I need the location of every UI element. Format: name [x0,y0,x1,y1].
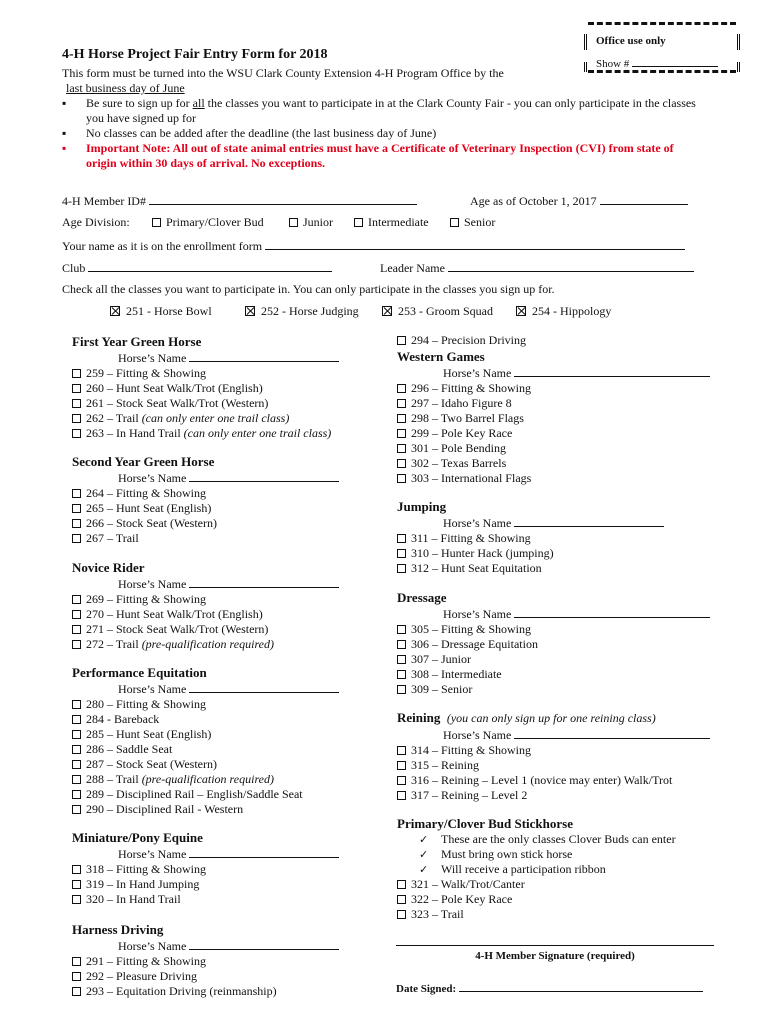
office-box-right-bar [737,34,740,50]
class-item[interactable] [397,743,710,758]
member-id-label: 4-H Member ID# [62,194,146,208]
class-item[interactable] [397,907,676,922]
section-title: Western Games [397,349,485,364]
age-division-label: Age Division: [62,215,130,229]
note-label: Will receive a participation ribbon [441,862,606,876]
horse-name-field[interactable] [189,938,339,950]
checkmark-icon: ✓ [419,863,429,876]
class-label: 319 – In Hand Jumping [86,877,200,891]
bullet-important-cont: origin within 30 days of arrival. No exceptions. [86,156,325,170]
horse-name-field[interactable] [189,576,339,588]
section-performance [72,664,339,817]
class-label: 266 – Stock Seat (Western) [86,516,218,530]
class-label: 264 – Fitting & Showing [86,486,207,500]
class-item[interactable] [397,788,710,803]
section-second-year [72,453,339,546]
club-row [62,260,332,276]
checkbox-icon[interactable] [397,414,406,423]
class-item[interactable] [72,592,339,607]
class-label: 251 - Horse Bowl [126,304,212,318]
class-label: 312 – Hunt Seat Equitation [411,561,542,575]
class-item[interactable] [72,697,339,712]
checkbox-icon[interactable] [397,776,406,785]
class-hippology[interactable] [516,304,611,319]
class-label: 265 – Hunt Seat (English) [86,501,212,515]
checkbox-icon[interactable] [72,987,81,996]
division-primary[interactable] [152,215,264,230]
section-miniature [72,829,339,907]
class-item[interactable] [397,561,664,576]
horse-name-row [118,846,339,862]
checkbox-icon[interactable] [72,640,81,649]
leader-field[interactable] [448,260,694,272]
checkbox-icon[interactable] [397,895,406,904]
horse-name-field[interactable] [189,846,339,858]
checkbox-icon[interactable] [397,549,406,558]
checkbox-icon[interactable] [72,504,81,513]
horse-name-field[interactable] [514,365,710,377]
class-item[interactable] [397,396,710,411]
class-item[interactable] [397,426,710,441]
section-title: Second Year Green Horse [72,454,215,469]
horse-name-row [118,681,339,697]
checkbox-icon[interactable] [72,715,81,724]
member-id-field[interactable] [149,193,417,205]
class-label: 293 – Equitation Driving (reinmanship) [86,984,277,998]
checkbox-icon[interactable] [397,640,406,649]
class-item[interactable] [72,712,339,727]
division-junior[interactable] [289,215,333,230]
section-title: Miniature/Pony Equine [72,830,203,845]
class-item[interactable] [72,426,339,441]
horse-name-row [118,470,339,486]
class-note: (pre-qualification required) [141,772,274,786]
class-item[interactable] [397,546,664,561]
class-item[interactable] [72,486,339,501]
office-use-title: Office use only [596,35,666,47]
form-title: 4-H Horse Project Fair Entry Form for 2018 [62,47,328,62]
class-label: 320 – In Hand Trail [86,892,181,906]
section-title: Harness Driving [72,922,164,937]
section-western-games [397,348,710,486]
signature-label: 4-H Member Signature (required) [475,950,635,962]
class-label: 297 – Idaho Figure 8 [411,396,512,410]
checkmark-icon: ✓ [419,848,429,861]
class-label: 292 – Pleasure Driving [86,969,197,983]
class-label: 294 – Precision Driving [411,333,526,347]
horse-name-label: Horse’s Name [443,728,512,742]
class-label: 314 – Fitting & Showing [411,743,532,757]
section-title: Dressage [397,590,447,605]
class-item[interactable] [397,773,710,788]
class-item[interactable] [72,607,339,622]
class-label: 263 – In Hand Trail [86,426,184,440]
checkbox-icon[interactable] [72,429,81,438]
class-label: 261 – Stock Seat Walk/Trot (Western) [86,396,269,410]
horse-name-field[interactable] [514,515,664,527]
class-item[interactable] [72,877,339,892]
horse-name-row [118,576,339,592]
horse-name-label: Horse’s Name [118,682,187,696]
bullet-important [62,141,674,156]
date-signed-row [396,980,703,995]
class-item[interactable] [72,396,339,411]
class-label: 318 – Fitting & Showing [86,862,207,876]
class-item[interactable] [72,892,339,907]
checkbox-icon[interactable] [72,399,81,408]
checkbox-icon[interactable] [72,730,81,739]
horse-name-field[interactable] [514,727,710,739]
enrollment-name-field[interactable] [265,238,685,250]
class-item[interactable] [397,381,710,396]
instructions-text: Check all the classes you want to participate in. You can only participate in the classes you sign up for. [62,282,555,296]
horse-name-label: Horse’s Name [118,577,187,591]
checkbox-icon[interactable] [72,775,81,784]
checkbox-icon[interactable] [72,760,81,769]
bullet-signup-text-b: the classes you want to participate in at the Clark County Fair - you can only participate in the classes [204,96,696,110]
checkbox-icon[interactable] [397,336,406,345]
horse-name-label: Horse’s Name [443,607,512,621]
checkbox-icon[interactable] [152,218,161,227]
class-label: 315 – Reining [411,758,479,772]
bullet-signup-all: all [192,96,205,110]
checkbox-icon[interactable] [72,384,81,393]
checkbox-icon[interactable] [397,791,406,800]
horse-name-label: Horse’s Name [118,351,187,365]
class-item[interactable] [72,862,339,877]
checkbox-icon[interactable] [72,595,81,604]
checkbox-icon[interactable] [72,957,81,966]
class-label: 316 – Reining – Level 1 (novice may enter) Walk/Trot [411,773,673,787]
horse-name-field[interactable] [189,350,339,362]
section-first-year [72,333,339,441]
class-label: 269 – Fitting & Showing [86,592,207,606]
class-item[interactable] [397,622,710,637]
division-intermediate[interactable] [354,215,429,230]
checkbox-icon[interactable] [72,895,81,904]
horse-name-row [443,727,710,743]
class-item[interactable] [72,757,339,772]
checkbox-icon[interactable] [72,369,81,378]
section-jumping [397,498,664,576]
class-item[interactable] [397,667,710,682]
checkbox-icon[interactable] [72,625,81,634]
class-label: 260 – Hunt Seat Walk/Trot (English) [86,381,263,395]
checkmark-icon: ✓ [419,833,429,846]
section-title: Jumping [397,499,447,514]
checkbox-icon[interactable] [72,489,81,498]
class-label: 310 – Hunter Hack (jumping) [411,546,554,560]
division-label: Junior [303,215,333,229]
class-item[interactable] [72,969,339,984]
section-precision-driving [397,333,526,348]
checkbox-icon[interactable] [397,746,406,755]
class-item[interactable] [397,892,676,907]
checked-box-icon[interactable] [110,306,120,316]
class-item[interactable] [72,501,339,516]
bullet-deadline [62,126,436,141]
class-label: 272 – Trail [86,637,142,651]
class-horse-judging[interactable] [245,304,359,319]
class-label: 317 – Reining – Level 2 [411,788,528,802]
horse-name-label: Horse’s Name [118,471,187,485]
class-label: 252 - Horse Judging [261,304,359,318]
class-item[interactable] [72,516,339,531]
class-label: 322 – Pole Key Race [411,892,513,906]
horse-name-row [443,365,710,381]
class-note: (can only enter one trail class) [141,411,290,425]
club-label: Club [62,261,86,275]
section-title: Performance Equitation [72,665,207,680]
class-label: 270 – Hunt Seat Walk/Trot (English) [86,607,263,621]
signature-field[interactable] [396,945,714,962]
class-label: 307 – Junior [411,652,471,666]
class-item[interactable] [72,637,339,652]
checkbox-icon[interactable] [397,761,406,770]
checkbox-icon[interactable] [397,880,406,889]
class-label: 321 – Walk/Trot/Canter [411,877,525,891]
class-item[interactable] [72,366,339,381]
checkbox-icon[interactable] [397,670,406,679]
section-title: Primary/Clover Bud Stickhorse [397,816,573,831]
checkbox-icon[interactable] [354,218,363,227]
class-item[interactable] [72,772,339,787]
class-label: 305 – Fitting & Showing [411,622,532,636]
class-item[interactable] [397,758,710,773]
section-title-row [397,709,710,727]
class-label: 280 – Fitting & Showing [86,697,207,711]
checked-box-icon[interactable] [516,306,526,316]
leader-label: Leader Name [380,261,445,275]
section-title: First Year Green Horse [72,334,202,349]
class-item[interactable] [397,456,710,471]
class-item[interactable] [72,622,339,637]
age-label: Age as of October 1, 2017 [470,194,597,208]
class-label: 262 – Trail [86,411,142,425]
checkbox-icon[interactable] [397,910,406,919]
checkbox-icon[interactable] [397,429,406,438]
class-item[interactable] [72,411,339,426]
member-id-row [62,193,417,209]
intro-text: This form must be turned into the WSU Clark County Extension 4-H Program Office by the [62,66,504,80]
class-note: (pre-qualification required) [141,637,274,651]
checked-box-icon[interactable] [245,306,255,316]
office-box-right-bar-lower [737,62,740,72]
class-label: 290 – Disciplined Rail - Western [86,802,244,816]
checkbox-icon[interactable] [397,564,406,573]
class-item[interactable] [72,531,339,546]
date-signed-label: Date Signed: [396,983,457,995]
note-label: Must bring own stick horse [441,847,573,861]
checkbox-icon[interactable] [72,745,81,754]
bullet-signup [62,96,696,111]
section-dressage [397,589,710,697]
bullet-icon: ▪ [62,96,67,110]
bullet-deadline-text: No classes can be added after the deadline (the last business day of June) [86,126,437,140]
office-use-box [584,22,740,78]
age-row [470,193,688,209]
horse-name-label: Horse’s Name [118,847,187,861]
division-label: Senior [464,215,496,229]
note-item [397,862,676,877]
leader-row [380,260,694,276]
checkbox-icon[interactable] [397,384,406,393]
section-title: Novice Rider [72,560,145,575]
class-label: 267 – Trail [86,531,139,545]
section-reining [397,709,710,803]
checkbox-icon[interactable] [72,865,81,874]
horse-name-row [443,515,664,531]
office-box-top-border [588,22,736,25]
class-label: 311 – Fitting & Showing [411,531,531,545]
class-item[interactable] [397,333,526,348]
class-item[interactable] [72,742,339,757]
checkbox-icon[interactable] [397,685,406,694]
checkbox-icon[interactable] [72,700,81,709]
office-box-bottom-border [588,70,736,73]
office-box-left-bar [584,34,587,50]
checkbox-icon[interactable] [72,805,81,814]
horse-name-field[interactable] [189,681,339,693]
checkbox-icon[interactable] [397,399,406,408]
class-note: (can only enter one trail class) [183,426,332,440]
class-label: 296 – Fitting & Showing [411,381,532,395]
class-label: 286 – Saddle Seat [86,742,173,756]
class-horse-bowl[interactable] [110,304,212,319]
class-label: 254 - Hippology [532,304,612,318]
enrollment-name-row [62,238,685,254]
class-label: 284 - Bareback [86,712,160,726]
checkbox-icon[interactable] [72,972,81,981]
class-item[interactable] [72,787,339,802]
checkbox-icon[interactable] [397,534,406,543]
class-label: 299 – Pole Key Race [411,426,513,440]
checkbox-icon[interactable] [397,474,406,483]
checkbox-icon[interactable] [72,790,81,799]
checkbox-icon[interactable] [450,218,459,227]
section-novice [72,559,339,652]
horse-name-row [118,938,339,954]
class-item[interactable] [397,877,676,892]
class-label: 301 – Pole Bending [411,441,506,455]
checkbox-icon[interactable] [397,444,406,453]
checkbox-icon[interactable] [397,655,406,664]
checkbox-icon[interactable] [289,218,298,227]
show-number-label: Show # [596,58,630,70]
note-item [397,847,676,862]
age-field[interactable] [600,193,688,205]
horse-name-row [443,606,710,622]
section-harness [72,921,339,999]
class-label: 253 - Groom Squad [398,304,493,318]
bullet-important-text: Important Note: All out of state animal entries must have a Certificate of Veterinary Inspection (CVI) from state of [86,141,674,155]
class-item[interactable] [72,954,339,969]
class-item[interactable] [397,471,710,486]
class-item[interactable] [397,682,710,697]
enrollment-name-label: Your name as it is on the enrollment form [62,239,263,253]
class-item[interactable] [397,637,710,652]
class-label: 306 – Dressage Equitation [411,637,538,651]
date-signed-field[interactable] [459,980,703,992]
division-label: Primary/Clover Bud [166,215,264,229]
reining-note: (you can only sign up for one reining class) [446,711,656,725]
club-field[interactable] [88,260,332,272]
checkbox-icon[interactable] [72,610,81,619]
class-label: 291 – Fitting & Showing [86,954,207,968]
horse-name-label: Horse’s Name [443,366,512,380]
class-item[interactable] [397,441,710,456]
show-number-row [596,56,718,70]
section-stickhorse [397,815,676,922]
class-label: 287 – Stock Seat (Western) [86,757,218,771]
class-item[interactable] [397,531,664,546]
checkbox-icon[interactable] [72,880,81,889]
class-label: 303 – International Flags [411,471,532,485]
horse-name-field[interactable] [514,606,710,618]
class-label: 302 – Texas Barrels [411,456,507,470]
class-label: 309 – Senior [411,682,473,696]
checked-box-icon[interactable] [382,306,392,316]
checkbox-icon[interactable] [72,534,81,543]
section-title: Reining [397,710,441,725]
class-item[interactable] [72,802,339,817]
bullet-signup-text-a: Be sure to sign up for [86,96,193,110]
note-label: These are the only classes Clover Buds can enter [441,832,676,846]
class-label: 289 – Disciplined Rail – English/Saddle Seat [86,787,303,801]
class-label: 308 – Intermediate [411,667,502,681]
horse-name-field[interactable] [189,470,339,482]
class-label: 271 – Stock Seat Walk/Trot (Western) [86,622,269,636]
class-item[interactable] [72,984,339,999]
checkbox-icon[interactable] [72,519,81,528]
note-item [397,832,676,847]
class-label: 259 – Fitting & Showing [86,366,207,380]
division-senior[interactable] [450,215,495,230]
office-box-left-bar-lower [584,62,587,72]
class-label: 288 – Trail [86,772,142,786]
bullet-signup-cont: you have signed up for [86,111,196,125]
class-item[interactable] [397,411,710,426]
bullet-icon: ▪ [62,126,67,140]
class-groom-squad[interactable] [382,304,493,319]
horse-name-row [118,350,339,366]
horse-name-label: Horse’s Name [118,939,187,953]
horse-name-label: Horse’s Name [443,516,512,530]
checkbox-icon[interactable] [72,414,81,423]
class-label: 285 – Hunt Seat (English) [86,727,212,741]
class-item[interactable] [397,652,710,667]
bullet-icon: ▪ [62,141,67,155]
deadline-text: last business day of June [66,81,185,95]
show-number-field[interactable] [632,56,718,67]
class-item[interactable] [72,727,339,742]
class-label: 323 – Trail [411,907,464,921]
class-item[interactable] [72,381,339,396]
checkbox-icon[interactable] [397,625,406,634]
division-label: Intermediate [368,215,429,229]
checkbox-icon[interactable] [397,459,406,468]
class-label: 298 – Two Barrel Flags [411,411,524,425]
